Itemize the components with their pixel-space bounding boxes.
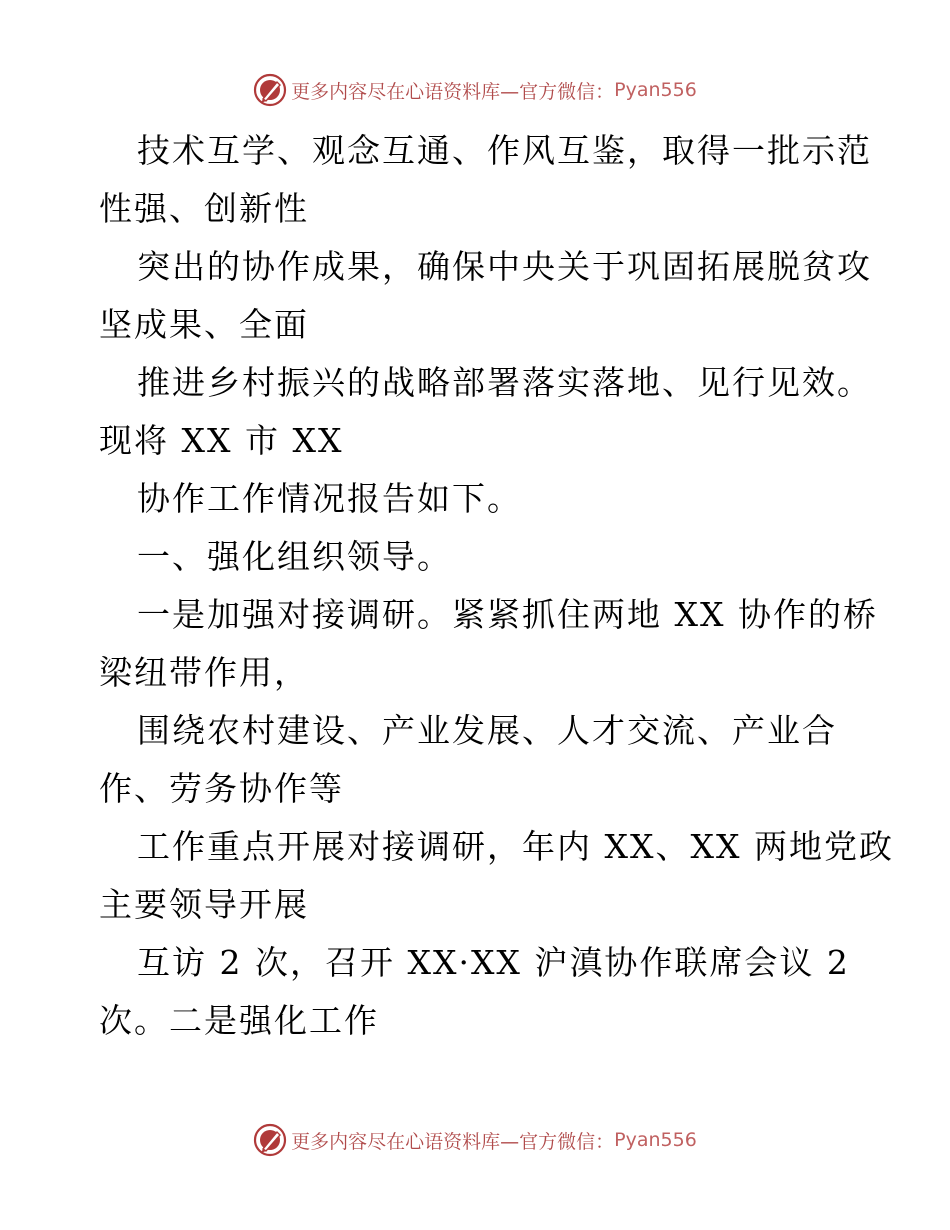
paragraph-line: 梁纽带作用， — [99, 653, 309, 692]
paragraph-line: 现将 XX 市 XX — [99, 421, 344, 460]
paragraph-line: 协作工作情况报告如下。 — [137, 479, 522, 518]
header-banner-text: 更多内容尽在心语资料库—官方微信： — [291, 80, 615, 103]
document-body — [99, 122, 894, 1050]
paragraph-line: 技术互学、观念互通、作风互鉴，取得一批示范 — [137, 131, 872, 170]
paragraph-line: 性强、创新性 — [99, 189, 309, 228]
paragraph-line: 突出的协作成果，确保中央关于巩固拓展脱贫攻 — [137, 247, 872, 286]
paragraph-line: 工作重点开展对接调研，年内 XX、XX 两地党政 — [137, 827, 894, 866]
paragraph-line: 坚成果、全面 — [99, 305, 309, 344]
header-banner — [0, 70, 950, 110]
header-banner-wechat: Pyan556 — [614, 79, 697, 101]
section-heading: 一、强化组织领导。 — [137, 537, 452, 576]
paragraph-line: 推进乡村振兴的战略部署落实落地、见行见效。 — [137, 363, 872, 402]
pen-logo-icon — [253, 73, 287, 107]
paragraph-line: 主要领导开展 — [99, 885, 309, 924]
paragraph-line: 一是加强对接调研。紧紧抓住两地 XX 协作的桥 — [137, 595, 878, 634]
paragraph-line: 作、劳务协作等 — [99, 769, 344, 808]
paragraph-line: 围绕农村建设、产业发展、人才交流、产业合 — [137, 711, 837, 750]
paragraph-line: 次。二是强化工作 — [99, 1001, 379, 1040]
footer-banner — [0, 1120, 950, 1160]
footer-banner-text: 更多内容尽在心语资料库—官方微信： — [291, 1130, 615, 1153]
footer-banner-wechat: Pyan556 — [614, 1129, 697, 1151]
paragraph-line: 互访 2 次，召开 XX·XX 沪滇协作联席会议 2 — [137, 943, 850, 982]
pen-logo-icon — [253, 1123, 287, 1157]
